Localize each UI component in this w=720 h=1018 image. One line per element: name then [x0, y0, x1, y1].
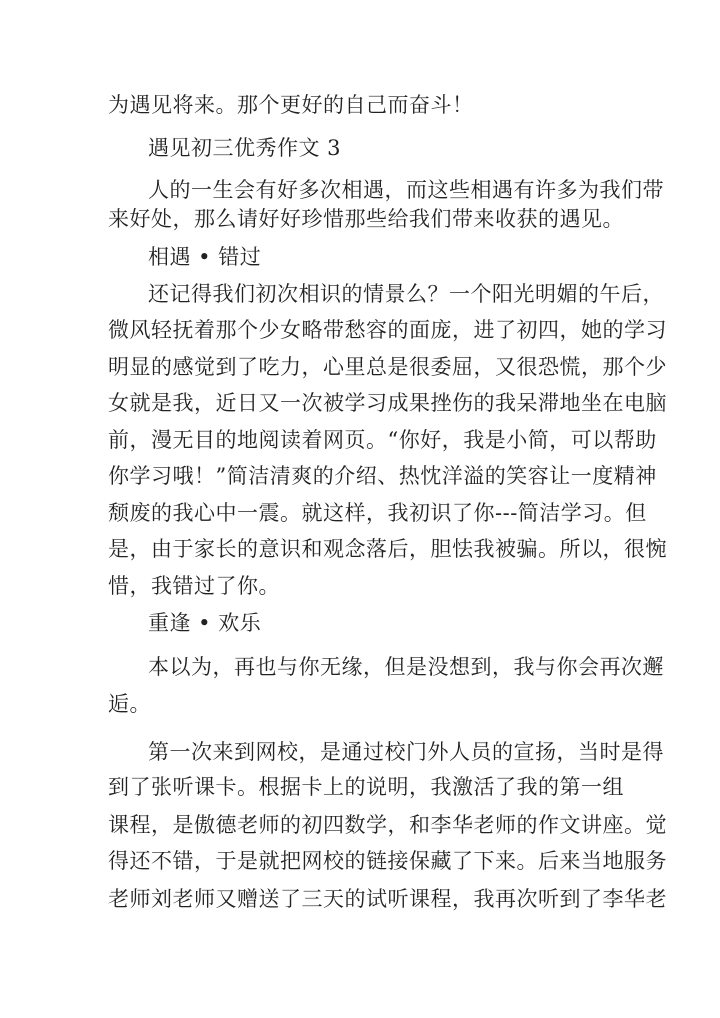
text-line: 是，由于家长的意识和观念落后，胆怯我被骗。所以，很惋 — [108, 537, 667, 561]
text-line: 明显的感觉到了吃力，心里总是很委屈，又很恐慌，那个少 — [108, 355, 667, 379]
text-line: 你学习哦！”简洁清爽的介绍、热忱洋溢的笑容让一度精神 — [108, 464, 657, 488]
text-line: 惜，我错过了你。 — [108, 574, 280, 598]
text-line: 第一次来到网校，是通过校门外人员的宣扬，当时是得 — [148, 740, 664, 764]
text-line: 到了张听课卡。根据卡上的说明，我激活了我的第一组 — [108, 775, 624, 799]
text-line: 来好处，那么请好好珍惜那些给我们带来收获的遇见。 — [108, 207, 624, 231]
article-title: 遇见初三优秀作文 3 — [148, 136, 342, 160]
text-line: 前，漫无目的地阅读着网页。“你好，我是小简，可以帮助 — [108, 428, 657, 452]
text-line: 微风轻抚着那个少女略带愁容的面庞，进了初四，她的学习 — [108, 318, 667, 342]
section-heading: 相遇 • 错过 — [148, 245, 262, 269]
text-line: 颓废的我心中一震。就这样，我初识了你---简洁学习。但 — [108, 501, 647, 525]
text-line: 本以为，再也与你无缘，但是没想到，我与你会再次邂 — [148, 655, 664, 679]
section-heading: 重逢 • 欢乐 — [148, 611, 262, 635]
text-line: 还记得我们初次相识的情景么？一个阳光明媚的午后， — [148, 282, 664, 306]
text-line: 女就是我，近日又一次被学习成果挫伤的我呆滞地坐在电脑 — [108, 391, 667, 415]
text-line: 逅。 — [108, 692, 151, 716]
text-line: 得还不错，于是就把网校的链接保藏了下来。后来当地服务 — [108, 849, 667, 873]
text-line: 人的一生会有好多次相遇，而这些相遇有许多为我们带 — [148, 178, 664, 202]
text-line: 为遇见将来。那个更好的自己而奋斗！ — [108, 93, 474, 117]
text-line: 课程，是傲德老师的初四数学，和李华老师的作文讲座。觉 — [108, 813, 667, 837]
text-line: 老师刘老师又赠送了三天的试听课程，我再次听到了李华老 — [108, 887, 667, 911]
